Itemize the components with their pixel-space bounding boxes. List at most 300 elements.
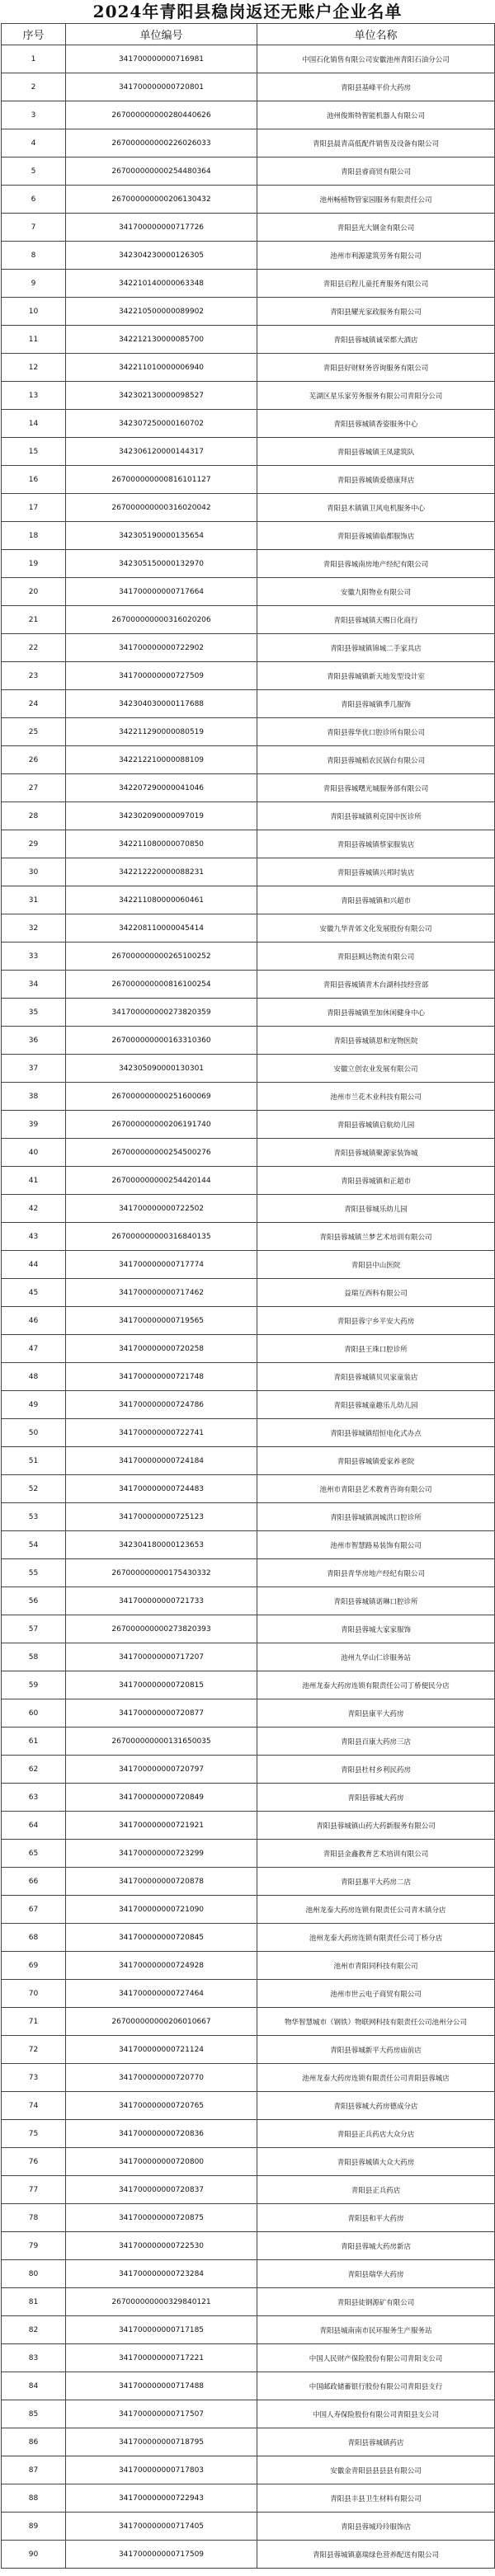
table-row — [2, 45, 495, 73]
cell-unit-code: 342305090000130301 — [66, 1055, 257, 1083]
cell-index: 36 — [2, 1027, 66, 1055]
cell-index: 87 — [2, 2456, 66, 2484]
table-row — [2, 606, 495, 634]
table-row — [2, 858, 495, 886]
cell-unit-name: 青阳县基峰平价大药房 — [257, 73, 495, 101]
cell-index: 83 — [2, 2344, 66, 2372]
cell-index: 66 — [2, 1868, 66, 1896]
cell-unit-code: 267000000000254420144 — [66, 1167, 257, 1195]
cell-unit-code: 341700000000720797 — [66, 1756, 257, 1784]
table-row — [2, 634, 495, 662]
table-row — [2, 1447, 495, 1475]
cell-index: 79 — [2, 2232, 66, 2260]
cell-unit-name: 青阳县蓉城镇王凤建筑队 — [257, 438, 495, 466]
cell-unit-code: 267000000000206010667 — [66, 2008, 257, 2036]
cell-unit-code: 342210500000089902 — [66, 298, 257, 326]
cell-index: 90 — [2, 2541, 66, 2569]
table-row — [2, 550, 495, 578]
cell-unit-code: 341700000000720801 — [66, 73, 257, 101]
cell-unit-code: 341700000000724928 — [66, 1952, 257, 1980]
cell-unit-name: 青阳县蓉城镇新天地发型设计室 — [257, 662, 495, 690]
cell-unit-name: 青阳县蓉城曙光城服务部有限公司 — [257, 774, 495, 802]
cell-unit-code: 341700000000722943 — [66, 2484, 257, 2513]
cell-unit-name: 青阳县启程儿童托育服务有限公司 — [257, 270, 495, 298]
cell-unit-code: 341700000000717507 — [66, 2400, 257, 2428]
cell-unit-name: 青阳县城南南市民环服务生产服务站 — [257, 2316, 495, 2344]
cell-unit-name: 池州龙泰大药房连锁有限责任公司丁桥分店 — [257, 1924, 495, 1952]
cell-unit-code: 341700000000717774 — [66, 1251, 257, 1279]
cell-unit-name: 青阳县正兵药店大众分店 — [257, 2120, 495, 2148]
table-row — [2, 326, 495, 354]
cell-index: 82 — [2, 2316, 66, 2344]
cell-unit-name: 青阳县蓉城镇利克国中医诊所 — [257, 802, 495, 830]
table-row — [2, 2541, 495, 2569]
cell-unit-code: 267000000000251600069 — [66, 1083, 257, 1111]
cell-unit-name: 青阳县中山医院 — [257, 1251, 495, 1279]
table-row — [2, 1671, 495, 1699]
table-row — [2, 999, 495, 1027]
cell-index: 46 — [2, 1307, 66, 1335]
table-row — [2, 1307, 495, 1335]
table-row — [2, 1699, 495, 1728]
cell-unit-name: 中国石化销售有限公司安徽池州青阳石油分公司 — [257, 45, 495, 73]
cell-unit-name: 池州市利源建筑劳务有限公司 — [257, 242, 495, 270]
table-row — [2, 157, 495, 186]
cell-index: 80 — [2, 2260, 66, 2288]
cell-index: 4 — [2, 129, 66, 157]
cell-unit-code: 342211290000080519 — [66, 718, 257, 746]
table-row — [2, 522, 495, 550]
table-row — [2, 1251, 495, 1279]
table-row — [2, 2176, 495, 2204]
header-unit-name: 单位名称 — [257, 24, 495, 45]
cell-index: 72 — [2, 2036, 66, 2064]
cell-index: 6 — [2, 186, 66, 214]
cell-unit-code: 341700000000719565 — [66, 1307, 257, 1335]
table-row — [2, 2344, 495, 2372]
table-row — [2, 1475, 495, 1503]
cell-unit-name: 青阳县蓉城镇大众大药房 — [257, 2148, 495, 2176]
table-row — [2, 186, 495, 214]
cell-unit-name: 青阳县睿商贸有限公司 — [257, 157, 495, 186]
table-row — [2, 1195, 495, 1223]
cell-unit-name: 青阳县蓉城大药房 — [257, 1784, 495, 1812]
cell-unit-name: 青阳县蓉城稻农民锅台有限公司 — [257, 746, 495, 774]
cell-index: 42 — [2, 1195, 66, 1223]
cell-index: 17 — [2, 494, 66, 522]
cell-index: 43 — [2, 1223, 66, 1251]
cell-unit-code: 341700000000721921 — [66, 1812, 257, 1840]
cell-unit-name: 青阳县蓉城镇润城洪口腔诊所 — [257, 1503, 495, 1531]
table-row — [2, 410, 495, 438]
cell-unit-name: 青阳县蓉城镇嘉瑞绿色营养配送有限公司 — [257, 2541, 495, 2569]
cell-index: 38 — [2, 1083, 66, 1111]
cell-unit-name: 安徽金青阳县县县县有限公司 — [257, 2456, 495, 2484]
cell-unit-name: 青阳县王珠口腔诊所 — [257, 1335, 495, 1363]
cell-index: 26 — [2, 746, 66, 774]
table-row — [2, 942, 495, 971]
cell-unit-code: 267000000000254480364 — [66, 157, 257, 186]
cell-index: 22 — [2, 634, 66, 662]
table-row — [2, 1868, 495, 1896]
cell-unit-code: 342212130000085700 — [66, 326, 257, 354]
table-row — [2, 1419, 495, 1447]
cell-unit-name: 青阳县蓉城大药房新店 — [257, 2232, 495, 2260]
table-row — [2, 1167, 495, 1195]
cell-index: 19 — [2, 550, 66, 578]
cell-index: 29 — [2, 830, 66, 858]
cell-index: 30 — [2, 858, 66, 886]
table-row — [2, 1615, 495, 1643]
table-row — [2, 2372, 495, 2400]
cell-index: 15 — [2, 438, 66, 466]
cell-unit-code: 341700000000717405 — [66, 2513, 257, 2541]
cell-unit-code: 342208110000045414 — [66, 914, 257, 942]
table-header-row — [2, 24, 495, 45]
cell-unit-name: 池州市青阳县艺术教育咨询有限公司 — [257, 1475, 495, 1503]
table-row — [2, 1335, 495, 1363]
cell-unit-name: 池州市青阳同科技有限公司 — [257, 1952, 495, 1980]
cell-index: 51 — [2, 1447, 66, 1475]
cell-unit-code: 341700000000724184 — [66, 1447, 257, 1475]
cell-unit-name: 青阳县正兵药店 — [257, 2176, 495, 2204]
cell-unit-name: 青阳县蓉城乐幼儿园 — [257, 1195, 495, 1223]
cell-unit-code: 341700000000717221 — [66, 2344, 257, 2372]
table-row — [2, 1139, 495, 1167]
cell-index: 23 — [2, 662, 66, 690]
cell-index: 59 — [2, 1671, 66, 1699]
cell-index: 50 — [2, 1419, 66, 1447]
cell-unit-code: 341700000000720837 — [66, 2176, 257, 2204]
cell-index: 60 — [2, 1699, 66, 1728]
cell-unit-code: 341700000000720836 — [66, 2120, 257, 2148]
table-row — [2, 1756, 495, 1784]
cell-unit-code: 342304230000126305 — [66, 242, 257, 270]
cell-index: 64 — [2, 1812, 66, 1840]
header-index: 序号 — [2, 24, 66, 45]
cell-index: 71 — [2, 2008, 66, 2036]
cell-unit-name: 青阳县徒钢源矿有限公司 — [257, 2288, 495, 2316]
cell-unit-code: 341700000000718795 — [66, 2428, 257, 2456]
cell-index: 45 — [2, 1279, 66, 1307]
cell-unit-code: 342212210000088109 — [66, 746, 257, 774]
cell-unit-name: 青阳县蓉城镇临都服饰店 — [257, 522, 495, 550]
cell-index: 57 — [2, 1615, 66, 1643]
cell-unit-code: 341700000000717185 — [66, 2316, 257, 2344]
table-row — [2, 1223, 495, 1251]
cell-unit-code: 342207290000041046 — [66, 774, 257, 802]
cell-unit-name: 物华智慧城市（钢铁）物联网科技有限责任公司池州分公司 — [257, 2008, 495, 2036]
cell-unit-code: 342306120000144317 — [66, 438, 257, 466]
table-row — [2, 270, 495, 298]
cell-unit-name: 中国邮政储蓄银行股份有限公司青阳县支行 — [257, 2372, 495, 2400]
cell-unit-name: 青阳县蓉城镇和兴超市 — [257, 886, 495, 914]
cell-unit-name: 青阳县蓉城镇爱德康拜店 — [257, 466, 495, 494]
table-row — [2, 214, 495, 242]
cell-unit-name: 益瑞互西科有限公司 — [257, 1279, 495, 1307]
cell-unit-name: 青阳县瑞华大药房 — [257, 2260, 495, 2288]
table-row — [2, 1559, 495, 1587]
table-row — [2, 971, 495, 999]
cell-unit-code: 267000000000254500276 — [66, 1139, 257, 1167]
cell-unit-code: 341700000000725123 — [66, 1503, 257, 1531]
table-body — [2, 45, 495, 2569]
cell-unit-name: 青阳县蓉城镇贝贝家童装店 — [257, 1363, 495, 1391]
cell-unit-code: 341700000000717803 — [66, 2456, 257, 2484]
cell-unit-code: 342304180000123653 — [66, 1531, 257, 1559]
cell-unit-name: 青阳县木镇镇卫风电机服务中心 — [257, 494, 495, 522]
table-row — [2, 2232, 495, 2260]
table-row — [2, 2204, 495, 2232]
cell-unit-name: 青阳县蓉城镇至加休闲健身中心 — [257, 999, 495, 1027]
cell-index: 3 — [2, 101, 66, 129]
cell-index: 31 — [2, 886, 66, 914]
cell-unit-name: 青阳县蓉城镇和正超市 — [257, 1167, 495, 1195]
cell-index: 58 — [2, 1643, 66, 1671]
table-row — [2, 802, 495, 830]
cell-index: 14 — [2, 410, 66, 438]
cell-unit-name: 青阳县蓉华优口腔诊所有限公司 — [257, 718, 495, 746]
cell-unit-name: 青阳县蓉城镇恩和宠物医院 — [257, 1027, 495, 1055]
cell-unit-name: 青阳县耀光家政服务有限公司 — [257, 298, 495, 326]
cell-unit-name: 池州市智慧路易装饰有限公司 — [257, 1531, 495, 1559]
table-row — [2, 1952, 495, 1980]
cell-index: 1 — [2, 45, 66, 73]
cell-unit-name: 青阳县光大钢金有限公司 — [257, 214, 495, 242]
table-row — [2, 578, 495, 606]
table-row — [2, 2092, 495, 2120]
table-row — [2, 2120, 495, 2148]
cell-unit-name: 青阳县康平大药房 — [257, 1699, 495, 1728]
header-unit-code: 单位编号 — [66, 24, 257, 45]
cell-unit-name: 青阳县蓉城镇兰梦艺术培训有限公司 — [257, 1223, 495, 1251]
cell-index: 9 — [2, 270, 66, 298]
cell-unit-name: 池州市兰花木业科技有限公司 — [257, 1083, 495, 1111]
cell-index: 68 — [2, 1924, 66, 1952]
cell-index: 65 — [2, 1840, 66, 1868]
cell-unit-name: 青阳县蓉城镇锦城二手家具店 — [257, 634, 495, 662]
cell-unit-name: 青阳县青华房地产经纪有限公司 — [257, 1559, 495, 1587]
cell-unit-code: 267000000000226026033 — [66, 129, 257, 157]
cell-unit-code: 267000000000329840121 — [66, 2288, 257, 2316]
cell-unit-name: 中国人寿保险股份有限公司青阳县支公司 — [257, 2400, 495, 2428]
cell-index: 34 — [2, 971, 66, 999]
table-row — [2, 2064, 495, 2092]
cell-unit-code: 342211010000006940 — [66, 354, 257, 382]
table-row — [2, 1111, 495, 1139]
cell-index: 12 — [2, 354, 66, 382]
cell-unit-code: 341700000000723299 — [66, 1840, 257, 1868]
cell-index: 16 — [2, 466, 66, 494]
cell-unit-code: 341700000000720849 — [66, 1784, 257, 1812]
cell-index: 33 — [2, 942, 66, 971]
cell-unit-name: 青阳县杜村乡利民药房 — [257, 1756, 495, 1784]
cell-index: 37 — [2, 1055, 66, 1083]
cell-index: 74 — [2, 2092, 66, 2120]
cell-unit-code: 342212220000088231 — [66, 858, 257, 886]
table-row — [2, 382, 495, 410]
table-row — [2, 129, 495, 157]
table-row — [2, 1531, 495, 1559]
cell-index: 35 — [2, 999, 66, 1027]
table-row — [2, 1840, 495, 1868]
cell-unit-code: 341700000000723284 — [66, 2260, 257, 2288]
table-row — [2, 1643, 495, 1671]
cell-index: 86 — [2, 2428, 66, 2456]
cell-index: 41 — [2, 1167, 66, 1195]
table-row — [2, 2428, 495, 2456]
cell-unit-name: 安徽立创农业发展有限公司 — [257, 1055, 495, 1083]
cell-unit-code: 342302090000097019 — [66, 802, 257, 830]
table-row — [2, 73, 495, 101]
cell-unit-name: 青阳县顾达物流有限公司 — [257, 942, 495, 971]
cell-unit-code: 267000000000175430332 — [66, 1559, 257, 1587]
cell-unit-code: 341700000000720800 — [66, 2148, 257, 2176]
table-row — [2, 746, 495, 774]
cell-unit-name: 青阳县蓉城镇诚荣都大酒店 — [257, 326, 495, 354]
cell-index: 25 — [2, 718, 66, 746]
cell-unit-code: 267000000000280440626 — [66, 101, 257, 129]
table-row — [2, 2513, 495, 2541]
cell-unit-code: 267000000000163310360 — [66, 1027, 257, 1055]
cell-index: 78 — [2, 2204, 66, 2232]
table-row — [2, 914, 495, 942]
cell-unit-code: 341700000000717726 — [66, 214, 257, 242]
cell-unit-name: 池州市世云电子商贸有限公司 — [257, 1980, 495, 2008]
table-row — [2, 2456, 495, 2484]
cell-unit-name: 青阳县蓉城童趣乐儿幼儿园 — [257, 1391, 495, 1419]
cell-unit-code: 267000000000265100252 — [66, 942, 257, 971]
cell-unit-code: 267000000000316020042 — [66, 494, 257, 522]
cell-unit-name: 青阳县蓉城镇启航幼儿园 — [257, 1111, 495, 1139]
table-row — [2, 1980, 495, 2008]
table-row — [2, 718, 495, 746]
cell-unit-code: 342210140000063348 — [66, 270, 257, 298]
cell-unit-code: 341700000000717488 — [66, 2372, 257, 2400]
cell-unit-name: 青阳县蓉城镇聚源家装饰城 — [257, 1139, 495, 1167]
cell-unit-code: 267000000000206191740 — [66, 1111, 257, 1139]
cell-unit-name: 青阳县蓉城镇爱家养老院 — [257, 1447, 495, 1475]
cell-unit-code: 341700000000716981 — [66, 45, 257, 73]
enterprise-table — [1, 23, 495, 2569]
cell-unit-name: 芜湖区星乐家劳务服务有限公司青阳分公司 — [257, 382, 495, 410]
table-row — [2, 1083, 495, 1111]
cell-unit-name: 青阳县百康大药房三店 — [257, 1728, 495, 1756]
cell-unit-code: 341700000000721124 — [66, 2036, 257, 2064]
table-row — [2, 2484, 495, 2513]
table-row — [2, 2316, 495, 2344]
document-title: 2024年青阳县稳岗返还无账户企业名单 — [92, 2, 403, 21]
table-row — [2, 242, 495, 270]
cell-unit-code: 267000000000206130432 — [66, 186, 257, 214]
cell-unit-code: 267000000000316020206 — [66, 606, 257, 634]
cell-unit-code: 341700000000717664 — [66, 578, 257, 606]
cell-index: 39 — [2, 1111, 66, 1139]
table-row — [2, 1055, 495, 1083]
cell-index: 48 — [2, 1363, 66, 1391]
cell-index: 77 — [2, 2176, 66, 2204]
cell-index: 27 — [2, 774, 66, 802]
cell-unit-name: 青阳县金鑫教育艺术培训有限公司 — [257, 1840, 495, 1868]
table-row — [2, 101, 495, 129]
cell-unit-name: 池州龙泰大药房连锁有限责任公司青木镇分店 — [257, 1896, 495, 1924]
cell-unit-name: 青阳县蓉城镇季几服饰 — [257, 690, 495, 718]
cell-index: 11 — [2, 326, 66, 354]
cell-unit-code: 341700000000724786 — [66, 1391, 257, 1419]
cell-index: 67 — [2, 1896, 66, 1924]
table-row — [2, 1728, 495, 1756]
cell-unit-code: 341700000000720875 — [66, 2204, 257, 2232]
table-row — [2, 1279, 495, 1307]
cell-index: 13 — [2, 382, 66, 410]
cell-unit-name: 池州九华山仁诊服务站 — [257, 1643, 495, 1671]
cell-unit-name: 青阳县蓉宁乡平安大药房 — [257, 1307, 495, 1335]
cell-index: 76 — [2, 2148, 66, 2176]
table-row — [2, 662, 495, 690]
cell-index: 75 — [2, 2120, 66, 2148]
cell-unit-name: 中国人民财产保险股份有限公司青阳支公司 — [257, 2344, 495, 2372]
cell-unit-name: 池州龙泰大药房连锁有限责任公司丁桥便民分店 — [257, 1671, 495, 1699]
cell-index: 24 — [2, 690, 66, 718]
table-row — [2, 1896, 495, 1924]
cell-unit-name: 青阳县蓉城大家家服饰 — [257, 1615, 495, 1643]
cell-unit-code: 341700000000721733 — [66, 1587, 257, 1615]
cell-unit-name: 青阳县蓉城镇药店 — [257, 2428, 495, 2456]
cell-unit-code: 341700000000722530 — [66, 2232, 257, 2260]
cell-index: 62 — [2, 1756, 66, 1784]
cell-unit-name: 池州畅植物管家园服务有限责任公司 — [257, 186, 495, 214]
cell-index: 56 — [2, 1587, 66, 1615]
table-row — [2, 2036, 495, 2064]
cell-index: 40 — [2, 1139, 66, 1167]
cell-index: 89 — [2, 2513, 66, 2541]
cell-index: 32 — [2, 914, 66, 942]
cell-index: 55 — [2, 1559, 66, 1587]
table-row — [2, 774, 495, 802]
cell-index: 21 — [2, 606, 66, 634]
table-row — [2, 1027, 495, 1055]
cell-index: 70 — [2, 1980, 66, 2008]
cell-index: 53 — [2, 1503, 66, 1531]
cell-unit-code: 342211080000070850 — [66, 830, 257, 858]
cell-unit-code: 341700000000727464 — [66, 1980, 257, 2008]
table-row — [2, 2008, 495, 2036]
cell-unit-code: 342305190000135654 — [66, 522, 257, 550]
table-row — [2, 2260, 495, 2288]
cell-index: 20 — [2, 578, 66, 606]
cell-unit-code: 341700000000720258 — [66, 1335, 257, 1363]
cell-index: 63 — [2, 1784, 66, 1812]
cell-unit-code: 341700000000724483 — [66, 1475, 257, 1503]
cell-unit-name: 青阳县蓉城镇青木台湖科技经营部 — [257, 971, 495, 999]
cell-unit-name: 青阳县蓉城镇蔡家服装店 — [257, 830, 495, 858]
cell-unit-code: 342305150000132970 — [66, 550, 257, 578]
table-row — [2, 690, 495, 718]
cell-unit-code: 341700000000722502 — [66, 1195, 257, 1223]
cell-unit-code: 267000000000273820393 — [66, 1615, 257, 1643]
cell-unit-code: 267000000000816101127 — [66, 466, 257, 494]
table-row — [2, 1812, 495, 1840]
cell-unit-name: 青阳县蓉城镇绍恒电化式办点 — [257, 1419, 495, 1447]
cell-unit-name: 青阳县蓉城大药房德成分店 — [257, 2092, 495, 2120]
cell-unit-code: 341700000000722902 — [66, 634, 257, 662]
cell-unit-code: 267000000000316840135 — [66, 1223, 257, 1251]
cell-index: 52 — [2, 1475, 66, 1503]
cell-unit-name: 池州龙泰大药房连锁有限责任公司青阳县蓉城店 — [257, 2064, 495, 2092]
cell-unit-code: 341700000000720770 — [66, 2064, 257, 2092]
table-row — [2, 1784, 495, 1812]
cell-index: 84 — [2, 2372, 66, 2400]
